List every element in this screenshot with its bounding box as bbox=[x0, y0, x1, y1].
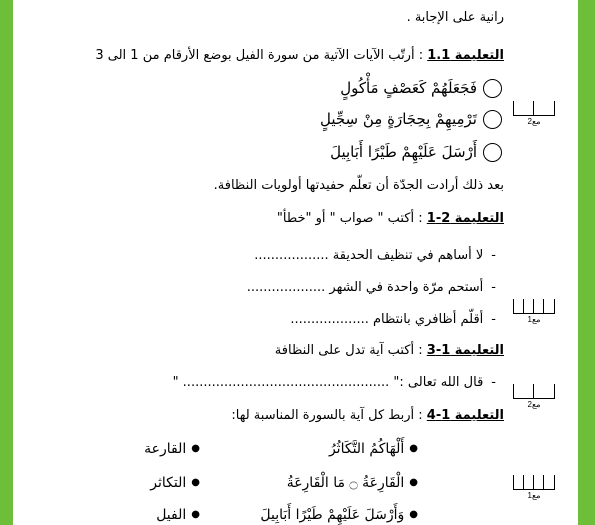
instruction-1-4-text: : أربط كل آية بالسورة المناسبة لها: bbox=[231, 408, 423, 423]
match-dot[interactable] bbox=[404, 507, 418, 523]
true-false-item: - أقلّم أظافري بانتظام ................... bbox=[290, 311, 496, 329]
match-verse: ● الْقَارِعَةُ ۝ مَا الْقَارِعَةُ bbox=[287, 474, 418, 492]
verse-option: فَجَعَلَهُمْ كَعَصْفٍ مَأْكُولٍ bbox=[340, 78, 502, 98]
match-verse: ● وَأَرْسَلَ عَلَيْهِمْ طَيْرًا أَبَابِيلَ bbox=[260, 506, 418, 524]
grade-label: مع2 bbox=[527, 400, 541, 409]
verse-option: تَرْمِيهِمْ بِحِجَارَةٍ مِنْ سِجِّيلٍ bbox=[320, 109, 502, 129]
order-circle[interactable] bbox=[483, 110, 502, 129]
grade-label: مع2 bbox=[527, 117, 541, 126]
verse-option: أَرْسَلَ عَلَيْهِمْ طَيْرًا أَبَابِيلَ bbox=[330, 142, 502, 162]
match-dot[interactable] bbox=[186, 507, 200, 523]
match-surah: ● الفيل bbox=[156, 506, 200, 524]
true-false-item: - لا أساهم في تنظيف الحديقة .................. bbox=[254, 247, 496, 265]
match-surah: ● القارعة bbox=[144, 440, 200, 458]
transition-text: بعد ذلك أرادت الجدّة أن تعلّم حفيدتها أولويات النظافة. bbox=[213, 178, 504, 193]
grade-box bbox=[513, 475, 555, 501]
instruction-1-3-heading: التعليمة 1-3 bbox=[426, 343, 504, 358]
match-dot[interactable] bbox=[404, 475, 418, 491]
match-verse: ● أَلْهَاكُمُ التَّكَاثُرُ bbox=[329, 440, 418, 458]
match-dot[interactable] bbox=[186, 475, 200, 491]
verse-answer-line: - قال الله تعالى :" .................................................. " bbox=[173, 374, 496, 392]
intro-line: رانية على الإجابة . bbox=[406, 10, 504, 25]
instruction-1-4-heading: التعليمة 1-4 bbox=[426, 408, 504, 423]
match-dot[interactable] bbox=[404, 441, 418, 457]
instruction-2-1 bbox=[277, 210, 504, 228]
true-false-item: - أستحم مرّة واحدة في الشهر ................... bbox=[247, 279, 496, 297]
instruction-1-3 bbox=[275, 342, 504, 360]
grade-label: مع1 bbox=[527, 315, 541, 324]
instruction-1-3-text: : أكتب آية تدل على النظافة bbox=[274, 343, 423, 358]
instruction-2-1-text: : أكتب " صواب " أو "خطأ" bbox=[276, 211, 423, 226]
grade-box bbox=[513, 101, 555, 127]
instruction-1-1-text: : أرتّب الآيات الآتية من سورة الفيل بوضع الأرقام من 1 الى 3 bbox=[95, 48, 424, 63]
instruction-1-1 bbox=[95, 47, 504, 65]
instruction-1-4 bbox=[231, 407, 504, 425]
order-circle[interactable] bbox=[483, 79, 502, 98]
page-border-right bbox=[578, 0, 595, 525]
grade-box bbox=[513, 299, 555, 325]
match-dot[interactable] bbox=[186, 441, 200, 457]
worksheet bbox=[18, 0, 510, 525]
instruction-2-1-heading: التعليمة 2-1 bbox=[426, 211, 504, 226]
grade-box bbox=[513, 384, 555, 410]
order-circle[interactable] bbox=[483, 143, 502, 162]
page-border-left bbox=[0, 0, 13, 525]
instruction-1-1-heading: التعليمة 1.1 bbox=[427, 48, 504, 63]
grade-label: مع1 bbox=[527, 491, 541, 500]
match-surah: ● التكاثر bbox=[150, 474, 200, 492]
